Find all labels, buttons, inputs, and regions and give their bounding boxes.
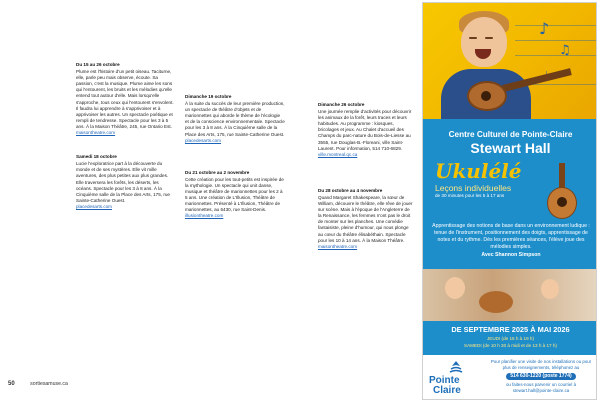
ukulele-body <box>479 291 513 313</box>
ukulele-icon <box>543 163 583 221</box>
events-column-2 <box>185 94 285 220</box>
event-link[interactable]: placedesarts.com <box>76 203 113 209</box>
event-date: Dimanche 26 octobre <box>318 102 365 107</box>
event-date: Dimanche 19 octobre <box>185 94 232 99</box>
event-description: Plume est l'histoire d'un petit oiseau. Taciturne, elle, parle peu mais observe, écoute. Sa passion, c'est la musique. Plume aime les sons qui l'entourent, les bruits et les mélodies qu'elle entend tout autour d'elle. Mais lorsqu'elle s'approche, tous ceux qui l'entourent s'envolent. Il faudra lui apprendre à s'apprivoiser et à apprivoiser les autres. Un spectacle poétique et rempli de tendresse. Spectacle pour les 3 à 5 ans. À la Maison Théâtre, 245, rue Ontario Est. <box>76 69 174 129</box>
boy-eye <box>469 37 477 39</box>
footer-url[interactable]: sortiesamuse.ca <box>30 381 68 387</box>
boy-face <box>461 17 507 67</box>
ad-course-title: Ukulélé <box>435 159 522 183</box>
event-link[interactable]: maisontheatre.com <box>318 243 358 249</box>
music-note-icon: ♫ <box>559 43 571 58</box>
ad-contact-text: Pour planifier une visite de nos installations ou pour plus de renseignements, téléphonez au <box>490 359 592 370</box>
event-description: Lucie l'exploratrice part à la découverte du monde et de ses mystères. Elle vit mille aventures, des plus petites aux plus grandes. Elle traversera les forêts, les déserts, les océans. Spectacle pour les 3 à 8 ans. À la Cinquième salle de la Place des Arts, 175, rue Sainte-Catherine Ouest. <box>76 161 170 203</box>
page-footer <box>8 381 68 387</box>
event-block <box>318 188 414 250</box>
ad-contact-info <box>489 359 593 394</box>
ad-course-subtitle: Leçons individuelles <box>435 183 512 193</box>
ukulele-advertisement[interactable] <box>422 2 597 400</box>
ad-venue: Stewart Hall <box>470 140 551 156</box>
boy-with-ukulele-photo <box>423 3 597 119</box>
event-block <box>76 154 176 210</box>
pointe-claire-logo <box>429 361 485 397</box>
event-description: Quand Margaret Shakespeare, la sœur de William, découvre le théâtre, elle rêve de jouer sur scène. Mais à l'époque de l'Angleterre de la Renaissance, les femmes n'ont pas le droit de monter sur les planches. Une comédie fantaisiste, pleine d'humour, qui nous plonge au cœur du théâtre élisabéthain. Spectacle pour les 10 à 14 ans. À la Maison Théâtre. <box>318 194 413 243</box>
event-link[interactable]: illusiontheatre.com <box>185 213 224 219</box>
event-description: À la suite du succès de leur première production, un spectacle de théâtre d'objets et de marionnettes qui aborde le thème de l'écologie et de la conscience environnementale. Spectacle pour les 3 à 8 ans. À la Cinquième salle de la Place des Arts, 175, rue Sainte-Catherine Ouest. <box>185 101 285 137</box>
events-column-3 <box>318 102 414 250</box>
event-block <box>185 170 285 220</box>
boy-eye <box>485 37 493 39</box>
logo-word-pointe: Pointe <box>429 375 460 386</box>
event-description: Une journée remplie d'activités pour découvrir les animaux de la forêt, leurs traces et leurs habitudes. Au programme : kiosques, bricolages et jeux. Au Chalet d'accueil des Champs du parc-nature du Bois-de-Liesse au 3555, rue Douglas-B.-Floreani, ville Saint-Laurent. Pour information, 514 710-6829. <box>318 109 412 151</box>
ad-description <box>431 223 591 259</box>
ad-schedule-saturday: SAMEDI (de 10 h 30 à midi et de 13 h à 17 h) <box>464 343 557 348</box>
event-date: Samedi 18 octobre <box>76 154 117 160</box>
ad-description-text: Apprentissage des notions de base dans un environnement ludique : tenue de l'instrument, positionnement des doigts, apprentissage de notes et du rythme. Dès les premières séances, l'élève joue des mélodies simples. <box>432 223 590 250</box>
ad-course-duration: de 30 minutes pour les 5 à 17 ans <box>435 193 505 198</box>
child-face <box>445 277 465 299</box>
pointe-claire-logo-mark-icon <box>447 361 465 375</box>
event-date: Du 21 octobre au 2 novembre <box>185 169 250 175</box>
event-block <box>318 102 414 158</box>
child-face <box>541 279 559 299</box>
ad-organization: Centre Culturel de Pointe-Claire <box>448 130 573 139</box>
ukulele-soundhole <box>481 91 491 101</box>
event-link[interactable]: ville.montreal.qc.ca <box>318 151 358 157</box>
ad-email[interactable]: ou faites-nous parvenir un courriel à stewart.hall@pointe-claire.ca <box>505 382 577 394</box>
page-number: 50 <box>8 381 15 387</box>
ad-schedule-thursday: JEUDI (de 15 h à 19 h) <box>487 336 534 341</box>
logo-word-claire: Claire <box>433 385 461 396</box>
event-date: Du 28 octobre au 4 novembre <box>318 187 383 193</box>
event-link[interactable]: maisontheatre.com <box>76 130 116 136</box>
event-block <box>185 94 285 144</box>
events-column-1 <box>76 62 176 210</box>
event-description: Cette création pour les tout-petits est inspirée de la mythologie. Un spectacle qui unit danse, musique et théâtre de marionnettes pour les 2 à 5 ans. Une création de L'Illusion, Théâtre de marionnettes. Présenté à L'Illusion, Théâtre de marionnettes, au 6430, rue Saint-Denis. <box>185 176 284 213</box>
event-date: Du 15 au 26 octobre <box>76 62 120 67</box>
event-link[interactable]: placedesarts.com <box>185 137 222 143</box>
kids-playing-photo <box>423 269 597 321</box>
ad-phone-number[interactable]: 514 630-1220 (poste 1774) <box>506 373 575 381</box>
music-note-icon: ♪ <box>539 19 550 38</box>
ad-season-dates: DE SEPTEMBRE 2025 À MAI 2026 <box>451 325 570 334</box>
ad-instructor: Avec Shannon Simpson <box>481 252 541 258</box>
ukulele-icon-hole <box>557 197 567 207</box>
event-block <box>76 62 176 136</box>
